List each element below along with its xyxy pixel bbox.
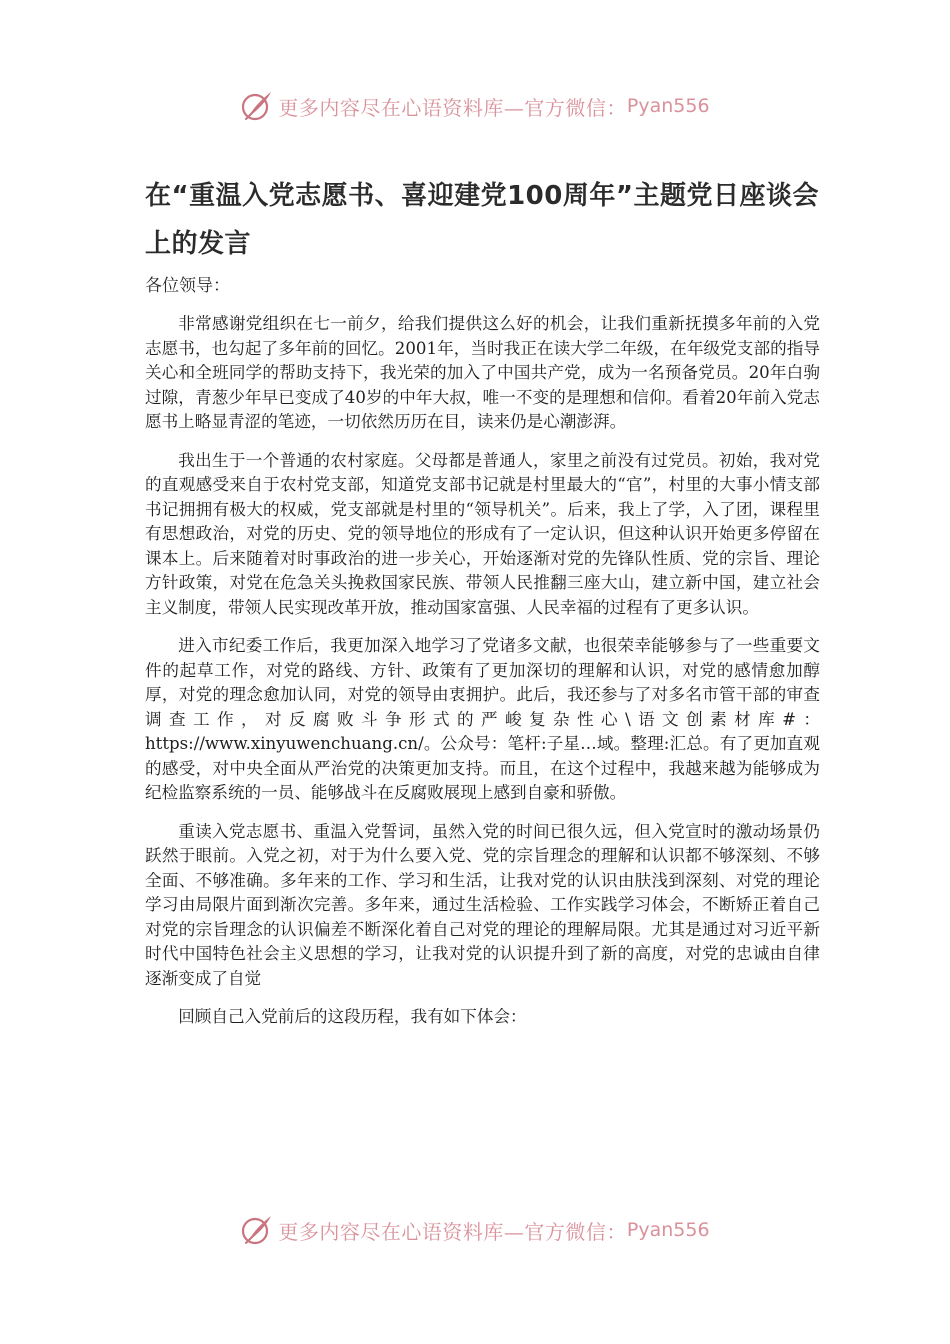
paragraph-4: 重读入党志愿书、重温入党誓词，虽然入党的时间已很久远，但入党宣时的激动场景仍跃然于眼前。入党之初，对于为什么要入党、党的宗旨理念的理解和认识都不够深刻、不够全面、不够准确。多年来的工作、学习和生活，让我对党的认识由肤浅到深刻、对党的理论学习由局限片面到渐次完善。多年来，通过生活检验、工作实践学习体会，不断矫正着自己对党的宗旨理念的认识偏差不断深化着自己对党的理论的理解局限。尤其是通过对习近平新时代中国特色社会主义思想的学习，让我对党的认识提升到了新的高度，对党的忠诚由自律逐渐变成了自觉 xyxy=(145,821,820,988)
paragraph-5: 回顾自己入党前后的这段历程，我有如下体会： xyxy=(178,1007,527,1026)
header-banner xyxy=(0,86,950,126)
banner-wechat-id: Pyan556 xyxy=(626,95,710,117)
banner-wechat-id: Pyan556 xyxy=(626,1219,710,1241)
document-body xyxy=(145,172,820,1044)
salutation: 各位领导： xyxy=(145,276,230,296)
quill-logo-icon xyxy=(240,1213,274,1247)
paragraph-2: 我出生于一个普通的农村家庭。父母都是普通人，家里之前没有过党员。初始，我对党的直观感受来自于农村党支部，知道党支部书记就是村里最大的“官”，村里的大事小情支部书记拥拥有极大的权威，党支部就是村里的“领导机关”。后来，我上了学，入了团，课程里有思想政治，对党的历史、党的领导地位的形成有了一定认识，但这种认识开始更多停留在课本上。后来随着对时事政治的进一步关心，开始逐渐对党的先锋队性质、党的宗旨、理论方针政策，对党在危急关头挽救国家民族、带领人民推翻三座大山，建立新中国，建立社会主义制度，带领人民实现改革开放，推动国家富强、人民幸福的过程有了更多认识。 xyxy=(145,450,820,617)
banner-text: 更多内容尽在心语资料库—官方微信： xyxy=(278,95,627,120)
quill-logo-icon xyxy=(240,89,274,123)
footer-banner xyxy=(0,1210,950,1250)
paragraph-1: 非常感谢党组织在七一前夕，给我们提供这么好的机会，让我们重新抚摸多年前的入党志愿书，也勾起了多年前的回忆。2001年，当时我正在读大学二年级，在年级党支部的指导关心和全班同学的帮助支持下，我光荣的加入了中国共产党，成为一名预备党员。20年白驹过隙，青葱少年早已变成了40岁的中年大叔，唯一不变的是理想和信仰。看着20年前入党志愿书上略显青涩的笔迹，一切依然历历在目，读来仍是心潮澎湃。 xyxy=(145,314,820,431)
banner-text: 更多内容尽在心语资料库—官方微信： xyxy=(278,1219,627,1244)
paragraph-3: 进入市纪委工作后，我更加深入地学习了党诸多文献，也很荣幸能够参与了一些重要文件的起草工作，对党的路线、方针、政策有了更加深切的理解和认识，对党的感情愈加醇厚，对党的理念愈加认同，对党的领导由衷拥护。此后，我还参与了对多名市管干部的审查调查工作，对反腐败斗争形式的严峻复杂性心\语文创素材库#：https://www.xinyuwenchuang.cn/。公众号：笔杆:子星…域。整理:汇总。有了更加直观的感受，对中央全面从严治党的决策更加支持。而且，在这个过程中，我越来越为能够成为纪检监察系统的一员、能够战斗在反腐败展现上感到自豪和骄傲。 xyxy=(145,636,820,802)
document-title: 在“重温入党志愿书、喜迎建党100周年”主题党日座谈会上的发言 xyxy=(145,181,819,259)
